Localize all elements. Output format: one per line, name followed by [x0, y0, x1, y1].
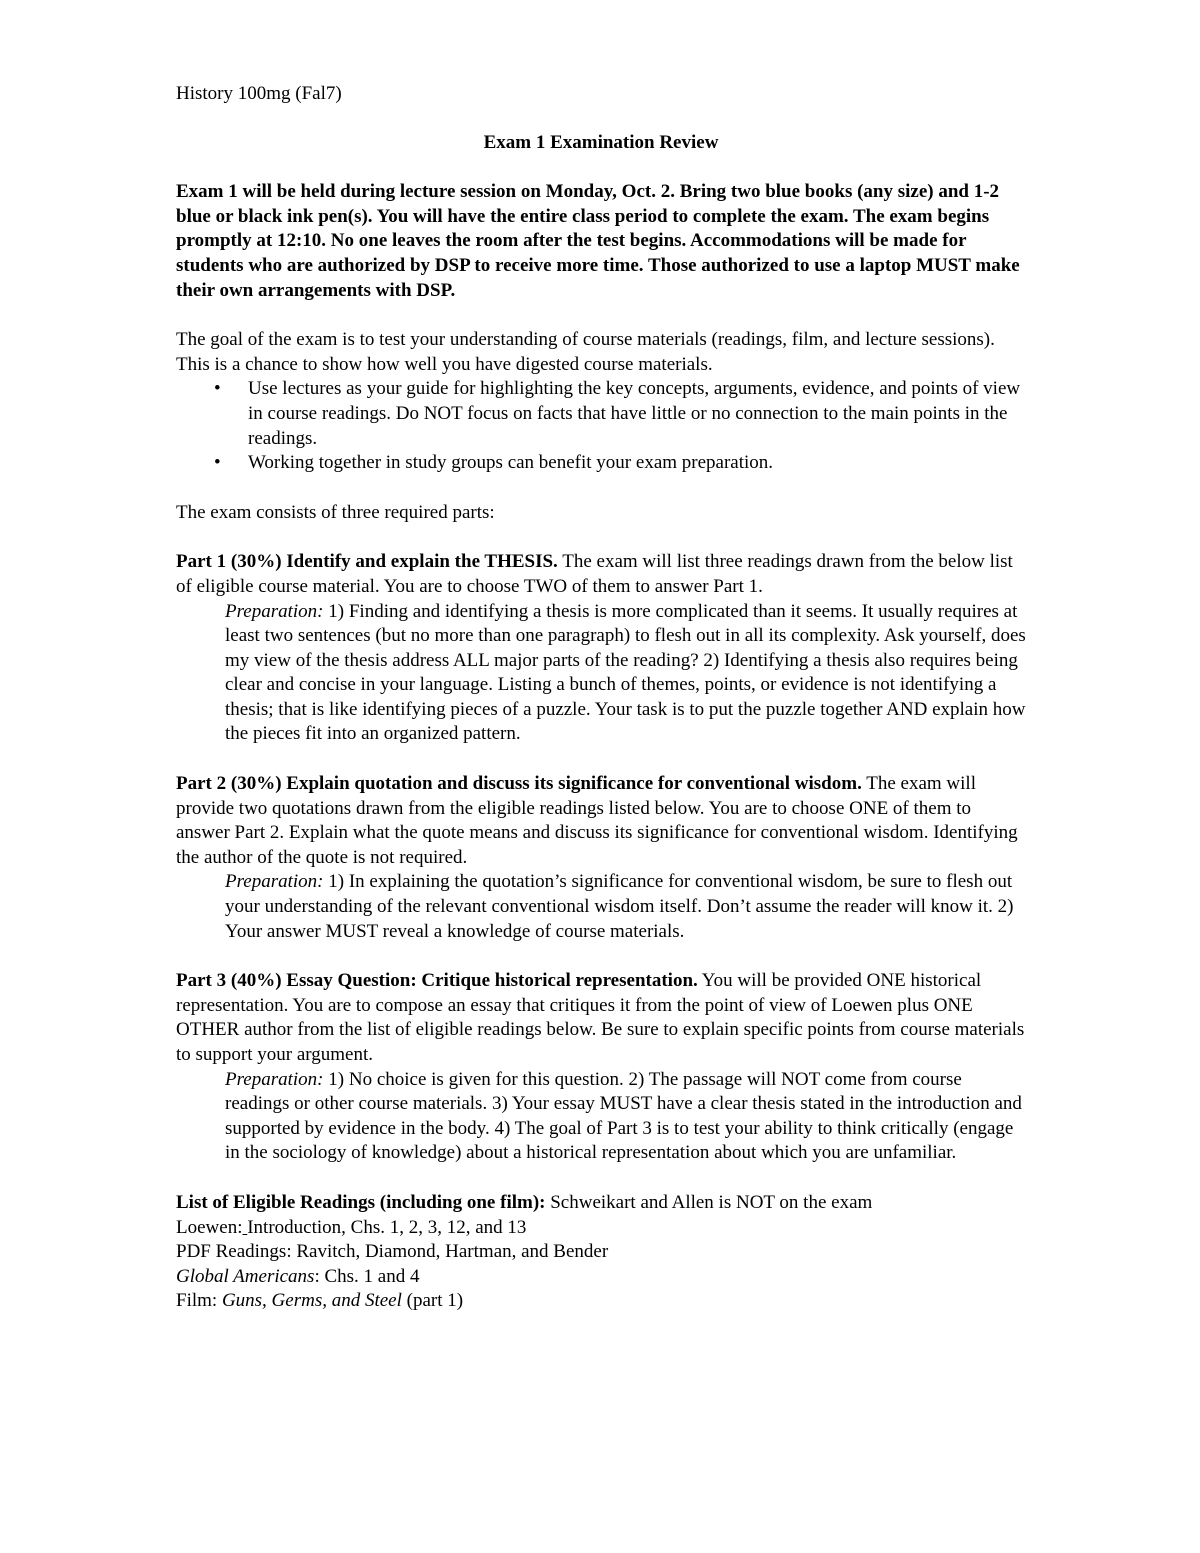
loewen-chapters: Introduction, Chs. 1, 2, 3, 12, and 13: [247, 1216, 527, 1238]
part-3-body: You will be provided ONE historical representation. You are to compose an essay that critiques it from the point of view of Loewen plus ONE OTHER author from the list of eligible readings below. Be sure to explain specific points from course materials to support your argument.: [176, 970, 1025, 1065]
page-title: Exam 1 Examination Review: [483, 131, 719, 153]
part-2-description: [176, 772, 1026, 870]
eligible-readings-section: [176, 1191, 1026, 1314]
parts-intro: The exam consists of three required parts:: [176, 501, 495, 523]
preparation-label: Preparation:: [225, 871, 324, 893]
bullet-text: Use lectures as your guide for highlighting the key concepts, arguments, evidence, and points of view in course readings. Do NOT focus on facts that have little or no connection to the main points in the readings.: [248, 378, 1021, 449]
part-3-preparation: [225, 1068, 1026, 1166]
reading-film: [176, 1289, 1026, 1314]
part-2-body: The exam will provide two quotations drawn from the eligible readings listed below. You are to choose ONE of them to answer Part 2. Explain what the quote means and discuss its significance for conventional wisdom. Identifying the author of the quote is not required.: [176, 773, 1018, 868]
part-2-section: [176, 772, 1026, 944]
list-item: [176, 451, 1026, 476]
exam-goal-section: [176, 328, 1026, 476]
readings-heading: List of Eligible Readings (including one film):: [176, 1191, 546, 1213]
readings-heading-note: Schweikart and Allen is NOT on the exam: [545, 1191, 873, 1213]
reading-loewen: [176, 1216, 1026, 1241]
exam-goal-text: The goal of the exam is to test your understanding of course materials (readings, film, and lecture sessions). This is a chance to show how well you have digested course materials.: [176, 329, 995, 375]
film-title: Guns, Germs, and Steel: [221, 1290, 402, 1312]
loewen-label: Loewen:: [176, 1216, 243, 1238]
preparation-text: 1) Finding and identifying a thesis is more complicated than it seems. It usually requires at least two sentences (but no more than one paragraph) to flesh out in all its complexity. Ask yourself, does my view of the thesis address ALL major parts of the reading? 2) Identifying a thesis also requires being clear and concise in your language. Listing a bunch of themes, points, or evidence is not identifying a thesis; that is like identifying pieces of a puzzle. Your task is to put the puzzle together AND explain how the pieces fit into an organized pattern.: [225, 600, 1026, 745]
part-3-section: [176, 969, 1026, 1166]
goal-bullet-list: [176, 377, 1026, 475]
reading-global-americans: [176, 1265, 1026, 1290]
readings-heading-line: [176, 1191, 1026, 1216]
part-3-heading: Part 3 (40%) Essay Question: Critique historical representation.: [176, 970, 698, 992]
part-2-preparation: [225, 870, 1026, 944]
film-part: (part 1): [401, 1290, 464, 1312]
part-1-section: [176, 550, 1026, 747]
part-3-description: [176, 969, 1026, 1067]
reading-pdf: PDF Readings: Ravitch, Diamond, Hartman, and Bender: [176, 1241, 609, 1263]
bullet-text: Working together in study groups can benefit your exam preparation.: [248, 452, 774, 474]
bullet-icon: •: [214, 452, 221, 474]
document-page: [176, 82, 1026, 1314]
course-header: History 100mg (Fal7): [176, 83, 342, 104]
preparation-label: Preparation:: [225, 600, 324, 622]
list-item: [176, 377, 1026, 451]
part-1-body: The exam will list three readings drawn from the below list of eligible course material. You are to choose TWO of them to answer Part 1.: [176, 551, 1013, 597]
exam-logistics: Exam 1 will be held during lecture session on Monday, Oct. 2. Bring two blue books (any size) and 1-2 blue or black ink pen(s). You will have the entire class period to complete the exam. The exam begins promptly at 12:10. No one leaves the room after the test begins. Accommodations will be made for students who are authorized by DSP to receive more time. Those authorized to use a laptop MUST make their own arrangements with DSP.: [176, 181, 1020, 301]
film-label: Film:: [176, 1290, 222, 1312]
global-americans-title: Global Americans: [176, 1265, 315, 1287]
part-1-description: [176, 550, 1026, 599]
global-americans-chapters: : Chs. 1 and 4: [314, 1265, 420, 1287]
preparation-text: 1) No choice is given for this question. 2) The passage will NOT come from course readings or other course materials. 3) Your essay MUST have a clear thesis stated in the introduction and supported by evidence in the body. 4) The goal of Part 3 is to test your ability to think critically (engage in the sociology of knowledge) about a historical representation about which you are unfamiliar.: [225, 1068, 1022, 1164]
bullet-icon: •: [214, 378, 221, 400]
part-1-preparation: [225, 600, 1026, 748]
part-1-heading: Part 1 (30%) Identify and explain the THESIS.: [176, 551, 558, 573]
preparation-label: Preparation:: [225, 1068, 324, 1090]
part-2-heading: Part 2 (30%) Explain quotation and discuss its significance for conventional wisdom.: [176, 773, 862, 795]
preparation-text: 1) In explaining the quotation’s significance for conventional wisdom, be sure to flesh out your understanding of the relevant conventional wisdom itself. Don’t assume the reader will know it. 2) Your answer MUST reveal a knowledge of course materials.: [225, 871, 1014, 942]
